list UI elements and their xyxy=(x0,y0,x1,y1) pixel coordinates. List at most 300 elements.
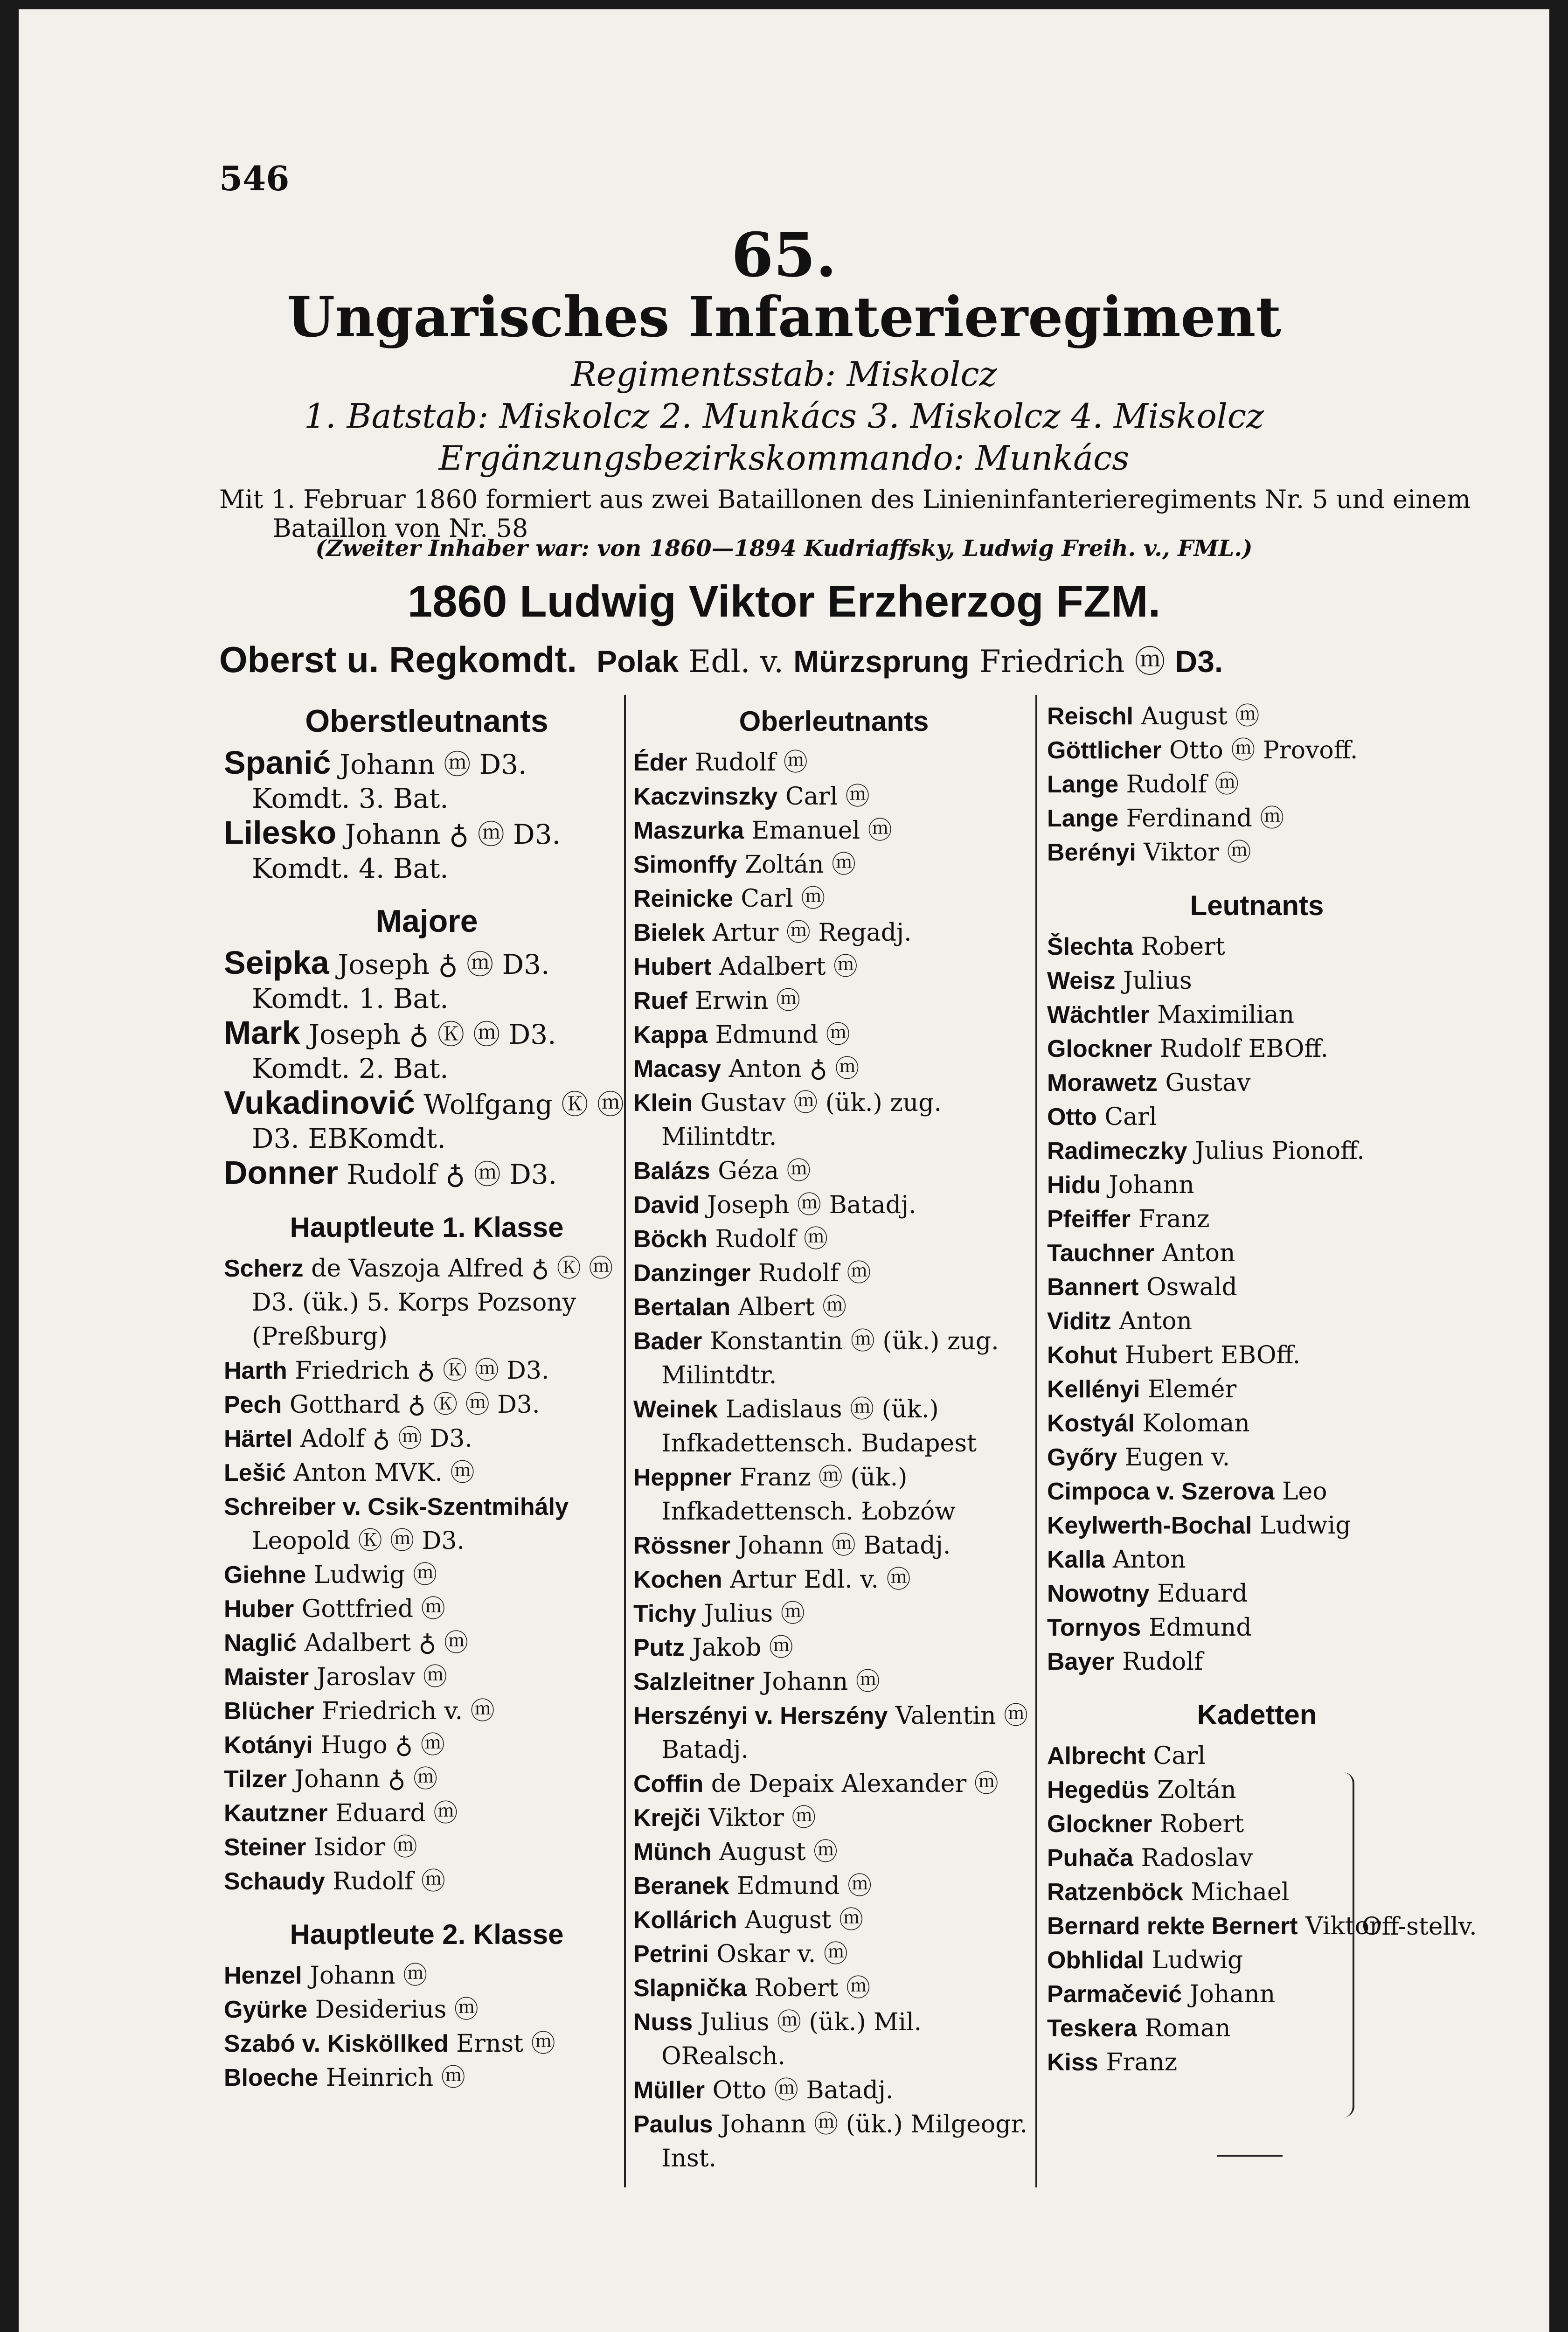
surname: Lilesko xyxy=(224,814,337,851)
list-item xyxy=(224,1797,630,1831)
surname: Kohut xyxy=(1047,1342,1117,1369)
surname: Hidu xyxy=(1047,1172,1101,1199)
list-item xyxy=(224,1993,630,2027)
list-item xyxy=(1047,1978,1467,2012)
section-heading: Oberstleutnants xyxy=(305,703,548,739)
list-item xyxy=(633,1291,1034,1325)
list-item xyxy=(1047,836,1467,870)
surname: Gyürke xyxy=(224,1996,308,2023)
surname: Giehne xyxy=(224,1562,306,1589)
surname: Weinek xyxy=(633,1396,718,1423)
list-item xyxy=(633,1801,1034,1835)
list-item xyxy=(633,1631,1034,1665)
entry-details: Eugen v. xyxy=(1124,1444,1230,1471)
surname: Macasy xyxy=(633,1055,721,1083)
list-item xyxy=(633,950,1034,984)
regimentsstab: Regimentsstab: Miskolcz xyxy=(571,354,997,394)
entry-details: Johann xyxy=(1189,1980,1276,2008)
column-3 xyxy=(1047,700,1467,2080)
surname: David xyxy=(633,1192,700,1219)
entry-details: Rudolf xyxy=(1122,1648,1203,1676)
list-item xyxy=(1047,964,1467,998)
entry-details: Hubert EBOff. xyxy=(1124,1341,1301,1369)
entry-details: Otto ⓜ Provoff. xyxy=(1169,736,1358,764)
list-item xyxy=(633,1563,1034,1597)
list-item xyxy=(1047,1100,1467,1134)
colonel-first: Friedrich ⓜ xyxy=(979,644,1166,680)
entry-details: Johann ⓜ xyxy=(762,1668,880,1696)
list-item xyxy=(224,1490,630,1558)
list-item xyxy=(1047,1875,1467,1909)
surname: Obhlidal xyxy=(1047,1947,1144,1974)
entry-details: Eduard ⓜ xyxy=(335,1799,458,1827)
surname: Kollárich xyxy=(633,1907,737,1934)
entry-details: Gustav xyxy=(1165,1069,1251,1097)
entry-details: Rudolf ♁ ⓜ D3. xyxy=(347,1159,557,1190)
formation-note xyxy=(219,485,1478,543)
list-item xyxy=(633,1971,1034,2006)
surname: Steiner xyxy=(224,1834,306,1861)
entry-details: Rudolf ⓜ xyxy=(1126,770,1239,798)
entry-details: Johann ⓜ xyxy=(310,1962,428,1990)
surname: Scherz xyxy=(224,1255,304,1282)
surname: Naglić xyxy=(224,1630,297,1657)
list-item xyxy=(224,1831,630,1865)
formation-line-1: Mit 1. Februar 1860 formiert aus zwei Bataillonen des Linieninfanterieregiments Nr. 5 und einem xyxy=(219,485,1471,514)
surname: Bayer xyxy=(1047,1648,1115,1675)
surname: Kiss xyxy=(1047,2049,1098,2076)
surname: Nuss xyxy=(633,2009,693,2036)
second-owner-note: (Zweiter Inhaber war: von 1860—1894 Kudriaffsky, Ludwig Freih. v., FML.) xyxy=(315,535,1253,562)
surname: Cimpoca v. Szerova xyxy=(1047,1478,1275,1505)
list-item xyxy=(1047,1943,1467,1978)
entry-details: Anton ♁ ⓜ xyxy=(728,1055,860,1083)
page xyxy=(19,9,1549,2332)
entry-details: Erwin ⓜ xyxy=(695,987,801,1015)
surname: Tichy xyxy=(633,1600,696,1627)
list-item xyxy=(1047,1475,1467,1509)
surname: Schaudy xyxy=(224,1868,325,1895)
list-item xyxy=(224,1959,630,1993)
list-item xyxy=(1047,1645,1467,1679)
list-item xyxy=(633,1597,1034,1631)
surname: Danzinger xyxy=(633,1260,751,1287)
entry-details: Carl ⓜ xyxy=(785,783,870,811)
surname: Mark xyxy=(224,1014,300,1051)
list-item xyxy=(224,816,630,886)
list-item xyxy=(1047,2046,1467,2080)
list-item xyxy=(633,882,1034,916)
entry-details: Konstantin ⓜ (ük.) zug. Milintdtr. xyxy=(661,1327,999,1389)
list-item xyxy=(224,1252,630,1354)
list-item xyxy=(224,1660,630,1694)
surname: Herszényi v. Herszény xyxy=(633,1702,888,1729)
entry-details: Ladislaus ⓜ (ük.) Infkadettensch. Budapest xyxy=(661,1395,977,1458)
column-divider xyxy=(1035,695,1037,2187)
list-item xyxy=(1047,1373,1467,1407)
surname: Beranek xyxy=(633,1873,729,1900)
surname: Hegedüs xyxy=(1047,1777,1150,1804)
surname: Weisz xyxy=(1047,967,1116,994)
entry-details: Anton xyxy=(1112,1546,1186,1574)
ergaenzungsbezirk: Ergänzungsbezirkskommando: Munkács xyxy=(438,438,1130,478)
entry-details: Otto ⓜ Batadj. xyxy=(712,2076,894,2104)
entry-details: Ferdinand ⓜ xyxy=(1126,805,1284,833)
surname: Harth xyxy=(224,1357,287,1384)
entry-details: Elemér xyxy=(1147,1375,1237,1403)
entry-details: Julius ⓜ (ük.) Mil. ORealsch. xyxy=(661,2008,922,2070)
entry-details: Rudolf EBOff. xyxy=(1159,1035,1328,1063)
surname: Huber xyxy=(224,1596,294,1623)
entry-details: Julius ⓜ xyxy=(704,1600,805,1628)
list-item xyxy=(1047,1577,1467,1611)
regiment-number: 65. xyxy=(731,219,837,291)
list-item xyxy=(1047,998,1467,1032)
list-item xyxy=(633,2108,1034,2176)
list-item xyxy=(224,1016,630,1086)
list-item xyxy=(224,1086,630,1156)
surname: Henzel xyxy=(224,1962,302,1989)
list-item xyxy=(224,1388,630,1422)
entry-details: Maximilian xyxy=(1157,1001,1295,1029)
regiment-owner: 1860 Ludwig Viktor Erzherzog FZM. xyxy=(407,576,1161,626)
surname: Kellényi xyxy=(1047,1376,1140,1403)
entry-details: Hugo ♁ ⓜ xyxy=(320,1731,445,1759)
colonel-line xyxy=(219,637,1223,681)
entry-details: Zoltán ⓜ xyxy=(744,851,856,879)
section-heading: Kadetten xyxy=(1197,1699,1317,1730)
entry-details: Edmund ⓜ xyxy=(736,1872,872,1900)
entry-details: Carl xyxy=(1104,1103,1157,1131)
surname: Kautzner xyxy=(224,1800,328,1827)
surname: Vukadinović xyxy=(224,1084,415,1121)
entry-details: Joseph ♁ Ⓚ ⓜ D3. Komdt. 2. Bat. xyxy=(252,1019,556,1084)
section-heading: Leutnants xyxy=(1190,890,1324,921)
surname: Kostyál xyxy=(1047,1410,1135,1437)
surname: Radimeczky xyxy=(1047,1138,1187,1165)
list-item xyxy=(224,746,630,816)
list-item xyxy=(224,1592,630,1626)
surname: Glockner xyxy=(1047,1035,1152,1062)
surname: Bader xyxy=(633,1328,702,1355)
entry-details: Joseph ♁ ⓜ D3. Komdt. 1. Bat. xyxy=(252,949,550,1014)
surname: Parmačević xyxy=(1047,1981,1182,2008)
list-item xyxy=(633,1154,1034,1188)
entry-details: Joseph ⓜ Batadj. xyxy=(707,1191,916,1219)
surname: Lange xyxy=(1047,771,1119,798)
surname: Berényi xyxy=(1047,839,1136,866)
surname: Klein xyxy=(633,1090,693,1117)
entry-details: Jaroslav ⓜ xyxy=(316,1663,447,1691)
list-item xyxy=(224,1694,630,1728)
column-1 xyxy=(224,700,630,2095)
entry-details: Isidor ⓜ xyxy=(313,1833,417,1861)
list-item xyxy=(1047,1739,1467,1773)
surname: Simonffy xyxy=(633,851,737,878)
list-item xyxy=(224,1763,630,1797)
surname: Éder xyxy=(633,749,687,776)
list-item xyxy=(1047,2012,1467,2046)
list-item xyxy=(633,1325,1034,1393)
list-item xyxy=(224,1626,630,1660)
surname: Viditz xyxy=(1047,1308,1111,1335)
entry-details: Albert ⓜ xyxy=(738,1293,847,1321)
entry-details: Franz xyxy=(1138,1205,1210,1233)
list-item xyxy=(633,1835,1034,1869)
entry-details: Rudolf ⓜ xyxy=(333,1867,445,1895)
surname: Reinicke xyxy=(633,885,733,912)
section-heading: Oberleutnants xyxy=(739,706,929,737)
list-oberleutnants xyxy=(633,746,1034,2176)
entry-details: Edmund ⓜ xyxy=(715,1021,850,1049)
entry-details: Carl xyxy=(1153,1742,1206,1770)
entry-details: Emanuel ⓜ xyxy=(751,817,892,845)
entry-details: August ⓜ xyxy=(719,1838,838,1866)
list-item xyxy=(633,1393,1034,1461)
surname: Šlechta xyxy=(1047,933,1133,960)
entry-details: Carl ⓜ xyxy=(741,885,826,913)
entry-details: Johann ⓜ Batadj. xyxy=(738,1532,951,1560)
surname: Rössner xyxy=(633,1532,731,1559)
surname: Donner xyxy=(224,1154,338,1191)
list-hauptleute-2 xyxy=(224,1959,630,2095)
entry-details: Adolf ♁ ⓜ D3. xyxy=(300,1425,472,1453)
entry-details: Oswald xyxy=(1146,1273,1237,1301)
colonel-rank: Oberst u. Regkomdt. xyxy=(219,639,577,680)
list-item xyxy=(633,1529,1034,1563)
entry-details: Robert ⓜ xyxy=(754,1974,871,2002)
surname: Paulus xyxy=(633,2111,713,2138)
list-item xyxy=(633,984,1034,1018)
list-kadetten xyxy=(1047,1739,1467,2080)
list-item xyxy=(1047,1841,1467,1875)
list-item xyxy=(224,1728,630,1763)
end-rule xyxy=(1217,2155,1283,2157)
list-item xyxy=(633,1018,1034,1052)
surname: Kotányi xyxy=(224,1732,313,1759)
surname: Coffin xyxy=(633,1770,704,1798)
entry-details: de Depaix Alexander ⓜ xyxy=(711,1770,999,1798)
surname: Böckh xyxy=(633,1226,708,1253)
page-title: Ungarisches Infanterieregiment xyxy=(287,285,1281,349)
list-item xyxy=(633,1665,1034,1699)
entry-details: Oskar v. ⓜ xyxy=(716,1940,848,1968)
list-item xyxy=(1047,1134,1467,1168)
surname: Keylwerth-Bochal xyxy=(1047,1512,1252,1539)
list-item xyxy=(224,1156,630,1192)
entry-details: Koloman xyxy=(1142,1409,1250,1437)
list-item xyxy=(633,2074,1034,2108)
formation-line-2: Bataillon von Nr. 58 xyxy=(273,514,528,543)
surname: Slapnička xyxy=(633,1975,747,2002)
surname: Teskera xyxy=(1047,2015,1137,2042)
surname: Münch xyxy=(633,1839,712,1866)
list-item xyxy=(1047,1441,1467,1475)
entry-details: August ⓜ xyxy=(1141,702,1260,730)
list-item xyxy=(633,1086,1034,1154)
surname: Pfeiffer xyxy=(1047,1206,1131,1233)
kadetten-brace xyxy=(1343,1772,1354,2117)
entry-details: Johann ⓜ (ük.) Milgeogr. Inst. xyxy=(661,2110,1028,2172)
entry-details: Eduard xyxy=(1157,1580,1248,1608)
surname: Blücher xyxy=(224,1698,314,1725)
surname: Puhača xyxy=(1047,1845,1133,1872)
page-number: 546 xyxy=(219,159,290,198)
list-item xyxy=(224,1558,630,1592)
entry-details: Adalbert ♁ ⓜ xyxy=(304,1629,468,1657)
surname: Bertalan xyxy=(633,1294,731,1321)
surname: Balázs xyxy=(633,1158,710,1185)
entry-details: Leo xyxy=(1282,1478,1327,1506)
list-item xyxy=(633,1461,1034,1529)
entry-details: Gotthard ♁ Ⓚ ⓜ D3. xyxy=(289,1391,540,1419)
surname: Lange xyxy=(1047,805,1119,832)
batstab: 1. Batstab: Miskolcz 2. Munkács 3. Miskolcz 4. Miskolcz xyxy=(304,396,1264,436)
entry-details: Géza ⓜ xyxy=(718,1157,811,1185)
entry-details: Johann ⓜ D3. Komdt. 3. Bat. xyxy=(252,749,527,814)
surname: Ruef xyxy=(633,987,687,1014)
list-item xyxy=(633,2006,1034,2074)
list-item xyxy=(1047,930,1467,964)
entry-details: Adalbert ⓜ xyxy=(719,953,858,981)
list-item xyxy=(1047,1270,1467,1305)
list-item xyxy=(224,1422,630,1456)
list-item xyxy=(1047,1032,1467,1066)
list-item xyxy=(1047,1407,1467,1441)
entry-details: Viktor ⓜ xyxy=(708,1804,816,1832)
surname: Heppner xyxy=(633,1464,732,1491)
list-item xyxy=(633,1222,1034,1256)
entry-details: Anton MVK. ⓜ xyxy=(293,1459,475,1487)
list-item xyxy=(1047,734,1467,768)
surname: Spanić xyxy=(224,744,331,781)
section-heading: Hauptleute 2. Klasse xyxy=(290,1919,564,1950)
surname: Müller xyxy=(633,2077,705,2104)
list-item xyxy=(1047,768,1467,802)
surname: Nowotny xyxy=(1047,1580,1150,1607)
list-item xyxy=(1047,1773,1467,1807)
surname: Schreiber v. Csik-Szentmihály xyxy=(224,1493,569,1520)
entry-details: Robert xyxy=(1159,1810,1244,1838)
surname: Petrini xyxy=(633,1941,709,1968)
entry-details: Heinrich ⓜ xyxy=(326,2064,465,2092)
surname: Ratzenböck xyxy=(1047,1879,1183,1906)
list-item xyxy=(1047,1236,1467,1270)
list-oberleutnants-cont xyxy=(1047,700,1467,870)
surname: Putz xyxy=(633,1634,685,1661)
entry-details: Franz ⓜ (ük.) Infkadettensch. Łobzów xyxy=(661,1464,956,1526)
list-item xyxy=(1047,1305,1467,1339)
surname: Maister xyxy=(224,1664,309,1691)
entry-details: Valentin ⓜ Batadj. xyxy=(661,1702,1028,1764)
surname: Kalla xyxy=(1047,1546,1105,1573)
list-majore xyxy=(224,946,630,1192)
list-hauptleute-1 xyxy=(224,1252,630,1899)
list-item xyxy=(224,1456,630,1490)
entry-details: Ludwig xyxy=(1152,1946,1243,1974)
entry-details: Franz xyxy=(1106,2048,1178,2076)
entry-details: Ludwig xyxy=(1259,1512,1351,1540)
entry-details: Gustav ⓜ (ük.) zug. Milintdtr. xyxy=(661,1089,942,1151)
entry-details: Radoslav xyxy=(1141,1844,1253,1872)
list-item xyxy=(224,2061,630,2095)
entry-details: Michael xyxy=(1191,1878,1290,1906)
surname: Bloeche xyxy=(224,2064,319,2091)
entry-details: Roman xyxy=(1145,2014,1231,2042)
entry-details: Julius xyxy=(1123,967,1192,995)
colonel-d3: D3. xyxy=(1175,644,1223,679)
surname: Bannert xyxy=(1047,1274,1139,1301)
surname: Otto xyxy=(1047,1104,1097,1131)
entry-details: Rudolf ⓜ xyxy=(695,749,808,777)
surname: Göttlicher xyxy=(1047,737,1162,764)
list-item xyxy=(224,1354,630,1388)
surname: Bielek xyxy=(633,919,705,946)
list-item xyxy=(1047,1611,1467,1645)
entry-details: Friedrich v. ⓜ xyxy=(322,1697,495,1725)
surname: Morawetz xyxy=(1047,1069,1158,1097)
entry-details: Ernst ⓜ xyxy=(456,2030,555,2058)
entry-details: Rudolf ⓜ xyxy=(758,1259,871,1287)
entry-details: de Vaszoja Alfred ♁ Ⓚ ⓜ D3. (ük.) 5. Korps Pozsony (Preßburg) xyxy=(252,1255,613,1351)
list-leutnants xyxy=(1047,930,1467,1679)
colonel-surname: Polak xyxy=(597,644,679,679)
list-item xyxy=(1047,1066,1467,1100)
entry-details: Gottfried ⓜ xyxy=(301,1595,445,1623)
list-item xyxy=(224,1865,630,1899)
surname: Kochen xyxy=(633,1566,722,1593)
list-item xyxy=(633,1903,1034,1937)
surname: Hubert xyxy=(633,953,712,980)
entry-details: Artur ⓜ Regadj. xyxy=(712,919,912,947)
surname: Kappa xyxy=(633,1021,708,1048)
list-item xyxy=(633,1256,1034,1291)
list-item xyxy=(1047,1543,1467,1577)
surname: Tornyos xyxy=(1047,1614,1141,1641)
entry-details: Friedrich ♁ Ⓚ ⓜ D3. xyxy=(295,1357,549,1385)
surname: Tilzer xyxy=(224,1766,287,1793)
entry-details: Desiderius ⓜ xyxy=(315,1996,479,2024)
list-item xyxy=(633,1869,1034,1903)
surname: Reischl xyxy=(1047,703,1133,730)
entry-details: Edmund xyxy=(1148,1614,1252,1642)
list-item xyxy=(633,1188,1034,1222)
entry-details: Artur Edl. v. ⓜ xyxy=(730,1566,911,1594)
entry-details: Anton xyxy=(1119,1307,1192,1335)
section-heading: Majore xyxy=(375,903,478,939)
surname: Wächtler xyxy=(1047,1001,1150,1028)
list-item xyxy=(1047,802,1467,836)
list-oberstleutnants xyxy=(224,746,630,886)
list-item xyxy=(1047,1509,1467,1543)
colonel-title: Mürzsprung xyxy=(793,644,970,679)
surname: Seipka xyxy=(224,944,329,981)
offstellv-label: Off-stellv. xyxy=(1362,1913,1477,1941)
surname: Kaczvinszky xyxy=(633,783,778,810)
entry-details: Viktor xyxy=(1305,1912,1381,1940)
entry-details: Rudolf ⓜ xyxy=(715,1225,828,1253)
list-item xyxy=(1047,1202,1467,1236)
list-item xyxy=(633,1767,1034,1801)
surname: Albrecht xyxy=(1047,1742,1145,1770)
surname: Győry xyxy=(1047,1444,1117,1471)
entry-details: Anton xyxy=(1162,1239,1235,1267)
list-item xyxy=(1047,1807,1467,1841)
list-item xyxy=(1047,1339,1467,1373)
list-item xyxy=(1047,1168,1467,1202)
surname: Szabó v. Kisköllked xyxy=(224,2030,449,2057)
list-item xyxy=(224,946,630,1016)
